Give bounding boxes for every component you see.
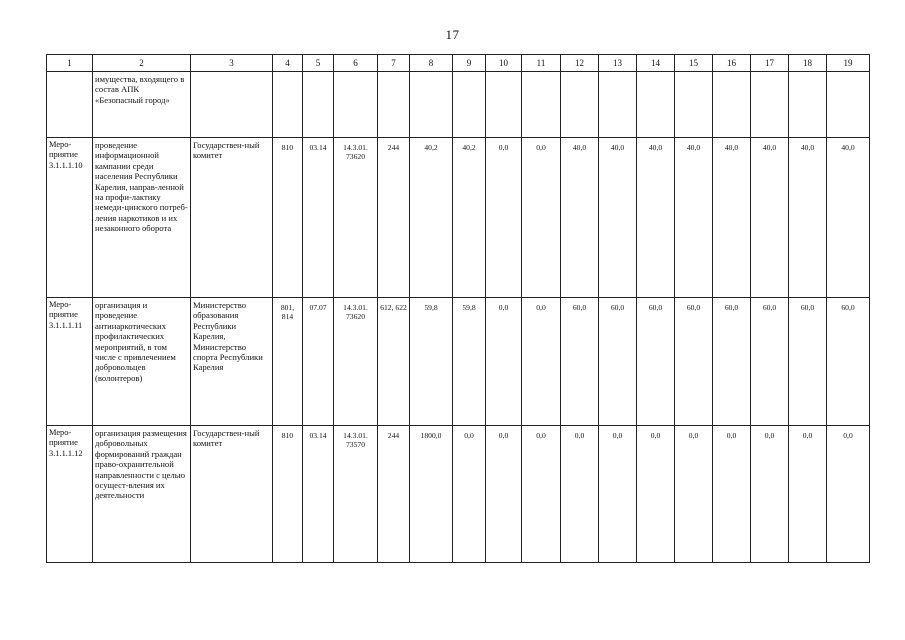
column-header: 6	[334, 55, 378, 72]
value-cell: 244	[378, 426, 410, 563]
table-body	[47, 55, 870, 563]
value-cell: 59,8	[453, 298, 486, 426]
activity-description-cell: организация размещения добровольных формирований граждан право-охранительной направленности с целью осущест-вления их деятельности	[93, 426, 191, 563]
value-cell: 03.14	[303, 138, 334, 298]
executor-cell	[191, 72, 273, 138]
value-cell: 0,0	[789, 426, 827, 563]
value-cell: 0,0	[751, 426, 789, 563]
value-cell	[273, 72, 303, 138]
column-header: 9	[453, 55, 486, 72]
value-cell	[378, 72, 410, 138]
activity-code-cell: Меро-приятие 3.1.1.1.10	[47, 138, 93, 298]
value-cell: 0,0	[486, 138, 522, 298]
value-cell	[561, 72, 599, 138]
value-cell	[599, 72, 637, 138]
value-cell: 40,0	[599, 138, 637, 298]
value-cell	[522, 72, 561, 138]
value-cell: 07.07	[303, 298, 334, 426]
value-cell: 40,0	[789, 138, 827, 298]
column-header: 3	[191, 55, 273, 72]
column-header: 4	[273, 55, 303, 72]
executor-cell: Государствен-ный комитет	[191, 138, 273, 298]
program-table	[46, 54, 870, 563]
value-cell: 0,0	[522, 426, 561, 563]
value-cell: 0,0	[827, 426, 870, 563]
value-cell: 40,0	[827, 138, 870, 298]
value-cell: 03.14	[303, 426, 334, 563]
value-cell: 0,0	[522, 138, 561, 298]
column-header: 10	[486, 55, 522, 72]
value-cell: 0,0	[453, 426, 486, 563]
column-header: 17	[751, 55, 789, 72]
value-cell: 0,0	[599, 426, 637, 563]
value-cell: 0,0	[561, 426, 599, 563]
value-cell: 1800,0	[410, 426, 453, 563]
value-cell: 60,0	[675, 298, 713, 426]
activity-code-cell: Меро-приятие 3.1.1.1.12	[47, 426, 93, 563]
activity-description-cell: организация и проведение антинаркотических профилактических мероприятий, в том числе с привлечением добровольцев (волонтеров)	[93, 298, 191, 426]
column-header: 2	[93, 55, 191, 72]
value-cell: 40,0	[637, 138, 675, 298]
value-cell: 14.3.01. 73620	[334, 298, 378, 426]
activity-code-cell: Меро-приятие 3.1.1.1.11	[47, 298, 93, 426]
value-cell: 0,0	[486, 298, 522, 426]
value-cell	[637, 72, 675, 138]
column-header: 16	[713, 55, 751, 72]
value-cell: 40,0	[751, 138, 789, 298]
value-cell	[789, 72, 827, 138]
value-cell: 60,0	[713, 298, 751, 426]
value-cell: 60,0	[637, 298, 675, 426]
value-cell: 810	[273, 138, 303, 298]
value-cell	[675, 72, 713, 138]
table-row	[47, 138, 870, 298]
value-cell	[827, 72, 870, 138]
column-header: 13	[599, 55, 637, 72]
value-cell: 40,0	[675, 138, 713, 298]
value-cell: 60,0	[789, 298, 827, 426]
value-cell	[334, 72, 378, 138]
value-cell	[751, 72, 789, 138]
activity-code-cell	[47, 72, 93, 138]
value-cell	[410, 72, 453, 138]
value-cell	[453, 72, 486, 138]
value-cell: 612, 622	[378, 298, 410, 426]
column-header: 11	[522, 55, 561, 72]
activity-description-cell: имущества, входящего в состав АПК «Безопасный город»	[93, 72, 191, 138]
value-cell: 60,0	[561, 298, 599, 426]
value-cell: 0,0	[675, 426, 713, 563]
value-cell: 244	[378, 138, 410, 298]
column-header: 1	[47, 55, 93, 72]
value-cell: 60,0	[827, 298, 870, 426]
value-cell: 40,0	[561, 138, 599, 298]
value-cell	[303, 72, 334, 138]
column-header: 7	[378, 55, 410, 72]
value-cell: 40,0	[713, 138, 751, 298]
value-cell: 14.3.01. 73570	[334, 426, 378, 563]
column-header: 14	[637, 55, 675, 72]
value-cell: 0,0	[486, 426, 522, 563]
executor-cell: Государствен-ный комитет	[191, 426, 273, 563]
value-cell: 0,0	[522, 298, 561, 426]
value-cell: 60,0	[751, 298, 789, 426]
table-row	[47, 72, 870, 138]
value-cell: 40,2	[453, 138, 486, 298]
value-cell: 0,0	[637, 426, 675, 563]
page-number: 17	[445, 27, 460, 42]
column-header: 8	[410, 55, 453, 72]
table-row	[47, 426, 870, 563]
value-cell: 0,0	[713, 426, 751, 563]
table-row	[47, 298, 870, 426]
executor-cell: Министерство образования Республики Карелия, Министерство спорта Республики Карелия	[191, 298, 273, 426]
column-header: 5	[303, 55, 334, 72]
column-header: 18	[789, 55, 827, 72]
value-cell: 40,2	[410, 138, 453, 298]
header-row	[47, 55, 870, 72]
column-header: 15	[675, 55, 713, 72]
value-cell	[486, 72, 522, 138]
value-cell: 59,8	[410, 298, 453, 426]
column-header: 12	[561, 55, 599, 72]
value-cell	[713, 72, 751, 138]
value-cell: 801, 814	[273, 298, 303, 426]
value-cell: 810	[273, 426, 303, 563]
activity-description-cell: проведение информационной кампании среди населения Республики Карелия, направ-ленной на профи-лактику немеди-цинского потреб-ления наркотиков и их незаконного оборота	[93, 138, 191, 298]
value-cell: 14.3.01. 73620	[334, 138, 378, 298]
value-cell: 60,0	[599, 298, 637, 426]
column-header: 19	[827, 55, 870, 72]
